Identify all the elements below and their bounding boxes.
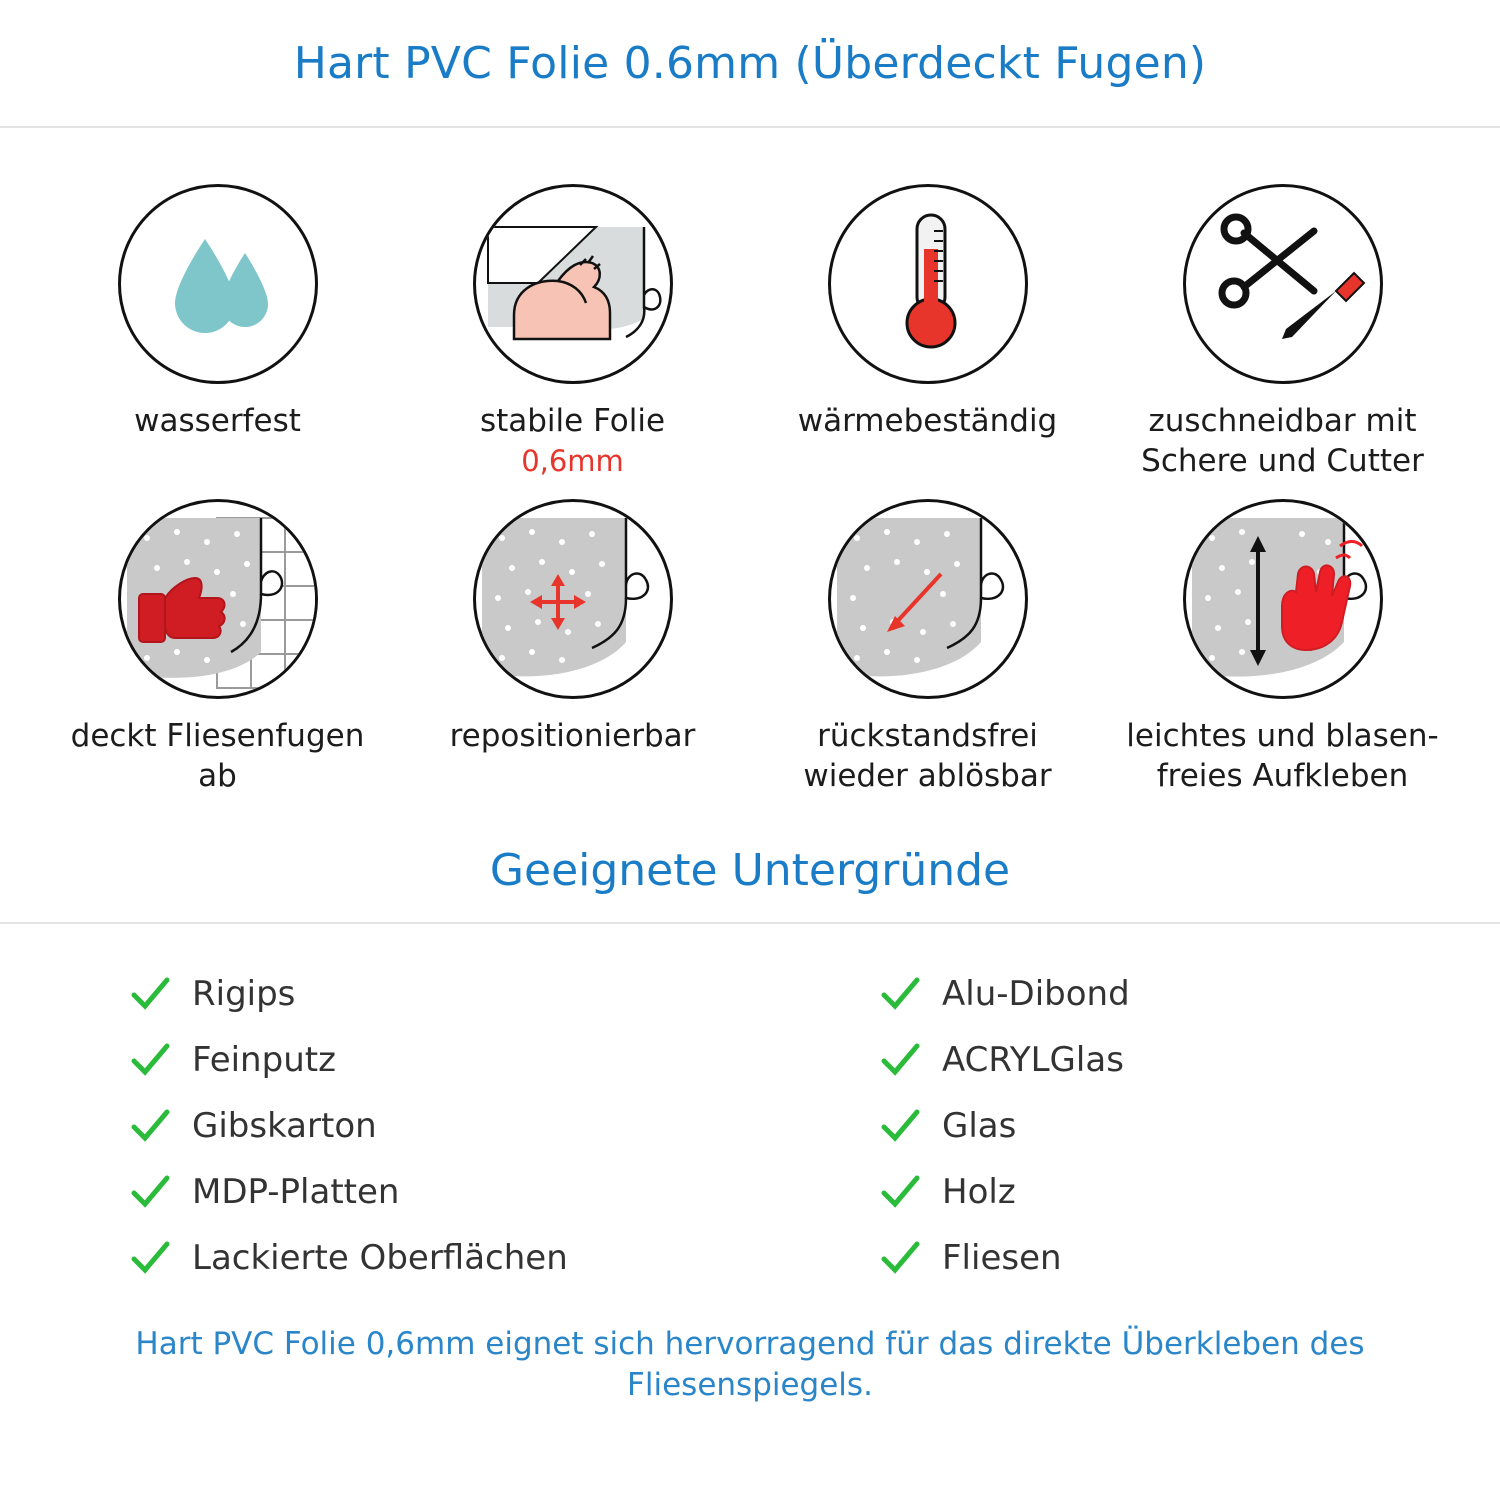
feature-icon-circle	[1183, 499, 1383, 699]
feature-sub-label: 0,6mm	[521, 443, 624, 478]
scissors-cutter-icon	[1186, 187, 1383, 384]
list-item-label: Feinputz	[192, 1039, 336, 1080]
list-item	[880, 1232, 1500, 1284]
footer-note: Hart PVC Folie 0,6mm eignet sich hervorragend für das direkte Überkleben des Fliesenspiegels.	[135, 1325, 1365, 1403]
check-icon	[130, 1172, 170, 1212]
check-icon	[880, 1040, 920, 1080]
check-icon	[130, 1040, 170, 1080]
feature-item	[750, 184, 1105, 481]
feature-label: stabile Folie	[479, 403, 666, 439]
list-item-label: Lackierte Oberflächen	[192, 1237, 568, 1278]
check-icon	[130, 1238, 170, 1278]
check-icon	[880, 974, 920, 1014]
check-icon	[130, 974, 170, 1014]
feature-label: deckt Fliesenfugen ab	[70, 718, 365, 795]
feature-item	[40, 499, 395, 796]
substrate-column-right	[750, 968, 1500, 1298]
feature-item	[395, 499, 750, 796]
substrate-column-left	[0, 968, 750, 1298]
feature-icon-circle	[118, 184, 318, 384]
feature-grid	[0, 128, 1500, 797]
list-item-label: Fliesen	[942, 1237, 1062, 1278]
list-item	[130, 1100, 750, 1152]
substrate-lists	[0, 924, 1500, 1298]
feature-item	[1105, 184, 1460, 481]
list-item-label: ACRYLGlas	[942, 1039, 1124, 1080]
list-item	[130, 1166, 750, 1218]
thermometer-icon	[831, 187, 1028, 384]
flexed-arm-foil-icon	[476, 187, 673, 384]
check-icon	[880, 1238, 920, 1278]
list-item-label: Glas	[942, 1105, 1017, 1146]
list-item-label: MDP-Platten	[192, 1171, 400, 1212]
smoothing-hand-icon	[1186, 502, 1383, 699]
water-drops-icon	[121, 187, 318, 384]
feature-icon-circle	[828, 184, 1028, 384]
list-item-label: Alu-Dibond	[942, 973, 1130, 1014]
list-item-label: Holz	[942, 1171, 1016, 1212]
feature-icon-circle	[118, 499, 318, 699]
list-item	[880, 968, 1500, 1020]
list-item	[130, 1034, 750, 1086]
list-item	[880, 1166, 1500, 1218]
feature-item	[395, 184, 750, 481]
list-item	[130, 968, 750, 1020]
list-item-label: Gibskarton	[192, 1105, 377, 1146]
feature-item	[40, 184, 395, 481]
header	[0, 0, 1500, 128]
feature-item	[750, 499, 1105, 796]
reposition-arrows-icon	[476, 502, 673, 699]
feature-label: leichtes und blasen-freies Aufkleben	[1126, 718, 1439, 795]
check-icon	[880, 1172, 920, 1212]
section-title: Geeignete Untergründe	[489, 844, 1011, 896]
thumbs-up-tile-grid-icon	[121, 502, 318, 699]
section-header	[0, 845, 1500, 924]
feature-icon-circle	[828, 499, 1028, 699]
check-icon	[880, 1106, 920, 1146]
peel-off-arrow-icon	[831, 502, 1028, 699]
feature-label: repositionierbar	[449, 718, 696, 755]
feature-item	[1105, 499, 1460, 796]
feature-label: rückstandsfrei wieder ablösbar	[803, 718, 1052, 795]
feature-icon-circle	[473, 499, 673, 699]
check-icon	[130, 1106, 170, 1146]
list-item	[880, 1100, 1500, 1152]
feature-icon-circle	[473, 184, 673, 384]
list-item-label: Rigips	[192, 973, 296, 1014]
page-title: Hart PVC Folie 0.6mm (Überdeckt Fugen)	[293, 37, 1207, 89]
feature-icon-circle	[1183, 184, 1383, 384]
feature-label: wasserfest	[134, 403, 301, 439]
list-item	[880, 1034, 1500, 1086]
feature-label: zuschneidbar mit Schere und Cutter	[1141, 403, 1424, 479]
feature-label: wärmebeständig	[797, 403, 1058, 439]
list-item	[130, 1232, 750, 1284]
